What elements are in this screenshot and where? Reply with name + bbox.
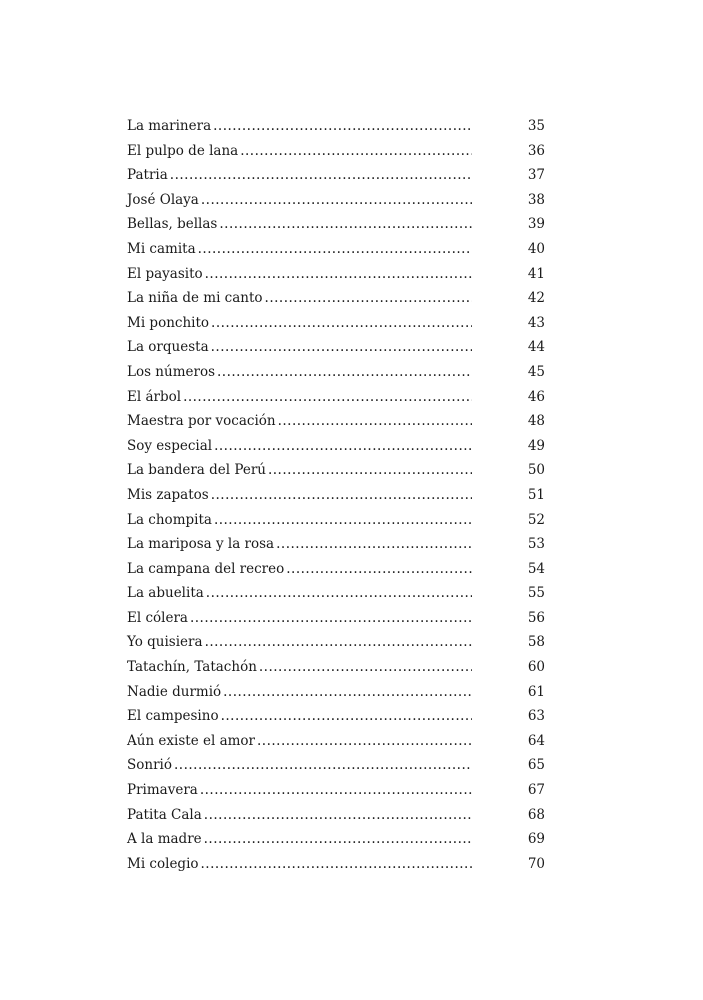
- toc-entry-page-number: 41: [527, 265, 545, 282]
- toc-entry: [127, 581, 545, 606]
- toc-entry-page-number: 65: [527, 757, 545, 774]
- toc-entry-page-number: 38: [527, 191, 545, 208]
- dot-leader: [200, 778, 472, 803]
- toc-entry-page-number: 37: [527, 167, 545, 184]
- toc-entry-page-number: 42: [527, 290, 545, 307]
- toc-entry-title: El pulpo de lana: [127, 142, 239, 159]
- toc-entry-page-number: 49: [527, 437, 545, 454]
- toc-entry-page-number: 51: [527, 486, 545, 503]
- toc-entry-page-number: 58: [527, 634, 545, 651]
- dot-leader: [276, 532, 472, 557]
- toc-entry-title: Nadie durmió: [127, 683, 222, 700]
- toc-entry: [127, 114, 545, 139]
- dot-leader: [201, 852, 472, 877]
- toc-entry: [127, 212, 545, 237]
- toc-entry: [127, 852, 545, 877]
- table-of-contents: [127, 114, 545, 876]
- dot-leader: [286, 557, 472, 582]
- dot-leader: [219, 212, 472, 237]
- toc-entry-page-number: 69: [527, 831, 545, 848]
- toc-entry: [127, 335, 545, 360]
- toc-entry-page-number: 52: [527, 511, 545, 528]
- toc-entry: [127, 680, 545, 705]
- toc-entry-title: El payasito: [127, 265, 203, 282]
- toc-entry: [127, 360, 545, 385]
- dot-leader: [259, 655, 472, 680]
- toc-entry-title: Patita Cala: [127, 806, 202, 823]
- dot-leader: [170, 163, 472, 188]
- toc-entry-title: La bandera del Perú: [127, 462, 266, 479]
- toc-entry-page-number: 53: [527, 536, 545, 553]
- toc-entry: [127, 704, 545, 729]
- dot-leader: [257, 729, 472, 754]
- dot-leader: [268, 458, 472, 483]
- dot-leader: [204, 827, 472, 852]
- toc-entry-page-number: 35: [527, 118, 545, 134]
- toc-entry: [127, 508, 545, 533]
- toc-entry: [127, 163, 545, 188]
- toc-entry-title: La chompita: [127, 511, 212, 528]
- toc-entry: [127, 753, 545, 778]
- dot-leader: [211, 335, 472, 360]
- toc-entry-page-number: 64: [527, 732, 545, 749]
- toc-entry-title: La campana del recreo: [127, 560, 285, 577]
- toc-entry-page-number: 60: [527, 659, 545, 676]
- dot-leader: [205, 630, 472, 655]
- toc-entry-title: Aún existe el amor: [127, 732, 256, 749]
- toc-entry-page-number: 70: [527, 855, 545, 872]
- toc-entry: [127, 827, 545, 852]
- toc-entry: [127, 532, 545, 557]
- dot-leader: [217, 360, 472, 385]
- toc-entry: [127, 262, 545, 287]
- toc-entry-title: Mi ponchito: [127, 314, 210, 331]
- toc-entry: [127, 286, 545, 311]
- dot-leader: [223, 680, 472, 705]
- toc-entry-title: Yo quisiera: [127, 634, 203, 651]
- toc-entry: [127, 188, 545, 213]
- toc-entry-page-number: 68: [527, 806, 545, 823]
- toc-entry-page-number: 54: [527, 560, 545, 577]
- toc-entry-page-number: 40: [527, 240, 545, 257]
- toc-entry: [127, 311, 545, 336]
- dot-leader: [205, 262, 472, 287]
- toc-entry: [127, 729, 545, 754]
- toc-entry-title: Los números: [127, 363, 216, 380]
- toc-entry-title: La niña de mi canto: [127, 290, 263, 307]
- toc-entry-page-number: 63: [527, 708, 545, 725]
- dot-leader: [174, 753, 472, 778]
- toc-entry: [127, 655, 545, 680]
- toc-entry-title: Soy especial: [127, 437, 213, 454]
- toc-entry-title: La marinera: [127, 118, 212, 134]
- toc-entry-page-number: 43: [527, 314, 545, 331]
- toc-entry-page-number: 44: [527, 339, 545, 356]
- toc-entry-title: Sonrió: [127, 757, 172, 774]
- toc-entry-title: Bellas, bellas: [127, 216, 218, 233]
- toc-entry-title: A la madre: [127, 831, 202, 848]
- dot-leader: [206, 581, 472, 606]
- toc-entry-title: La mariposa y la rosa: [127, 536, 275, 553]
- toc-entry-page-number: 55: [527, 585, 545, 602]
- toc-entry-title: El campesino: [127, 708, 219, 725]
- toc-entry: [127, 483, 545, 508]
- toc-entry: [127, 557, 545, 582]
- dot-leader: [240, 139, 472, 164]
- toc-entry: [127, 778, 545, 803]
- dot-leader: [265, 286, 472, 311]
- toc-entry: [127, 606, 545, 631]
- dot-leader: [190, 606, 472, 631]
- toc-entry-page-number: 36: [527, 142, 545, 159]
- toc-entry-page-number: 56: [527, 609, 545, 626]
- toc-entry-title: La orquesta: [127, 339, 209, 356]
- toc-entry: [127, 458, 545, 483]
- toc-entry-title: El árbol: [127, 388, 182, 405]
- dot-leader: [213, 114, 472, 139]
- dot-leader: [221, 704, 472, 729]
- dot-leader: [214, 434, 472, 459]
- toc-entry: [127, 434, 545, 459]
- toc-entry-title: Mi colegio: [127, 855, 199, 872]
- toc-entry-page-number: 61: [527, 683, 545, 700]
- dot-leader: [198, 237, 472, 262]
- toc-entry: [127, 385, 545, 410]
- toc-entry: [127, 803, 545, 828]
- toc-entry-page-number: 45: [527, 363, 545, 380]
- toc-entry-page-number: 48: [527, 413, 545, 430]
- toc-entry-page-number: 39: [527, 216, 545, 233]
- dot-leader: [214, 508, 472, 533]
- toc-entry-title: Primavera: [127, 782, 198, 799]
- toc-entry-title: Mis zapatos: [127, 486, 209, 503]
- toc-entry-title: La abuelita: [127, 585, 204, 602]
- dot-leader: [211, 311, 472, 336]
- toc-entry-title: Maestra por vocación: [127, 413, 276, 430]
- dot-leader: [204, 803, 472, 828]
- toc-entry-title: Mi camita: [127, 240, 196, 257]
- toc-entry-title: Patria: [127, 167, 168, 184]
- toc-entry-title: Tatachín, Tatachón: [127, 659, 257, 676]
- toc-entry-title: José Olaya: [127, 191, 199, 208]
- toc-entry-page-number: 67: [527, 782, 545, 799]
- toc-entry-page-number: 50: [527, 462, 545, 479]
- toc-entry: [127, 139, 545, 164]
- toc-entry: [127, 409, 545, 434]
- toc-entry-page-number: 46: [527, 388, 545, 405]
- toc-entry: [127, 237, 545, 262]
- toc-entry-title: El cólera: [127, 609, 188, 626]
- dot-leader: [211, 483, 472, 508]
- dot-leader: [183, 385, 472, 410]
- toc-entry: [127, 630, 545, 655]
- dot-leader: [278, 409, 472, 434]
- dot-leader: [201, 188, 472, 213]
